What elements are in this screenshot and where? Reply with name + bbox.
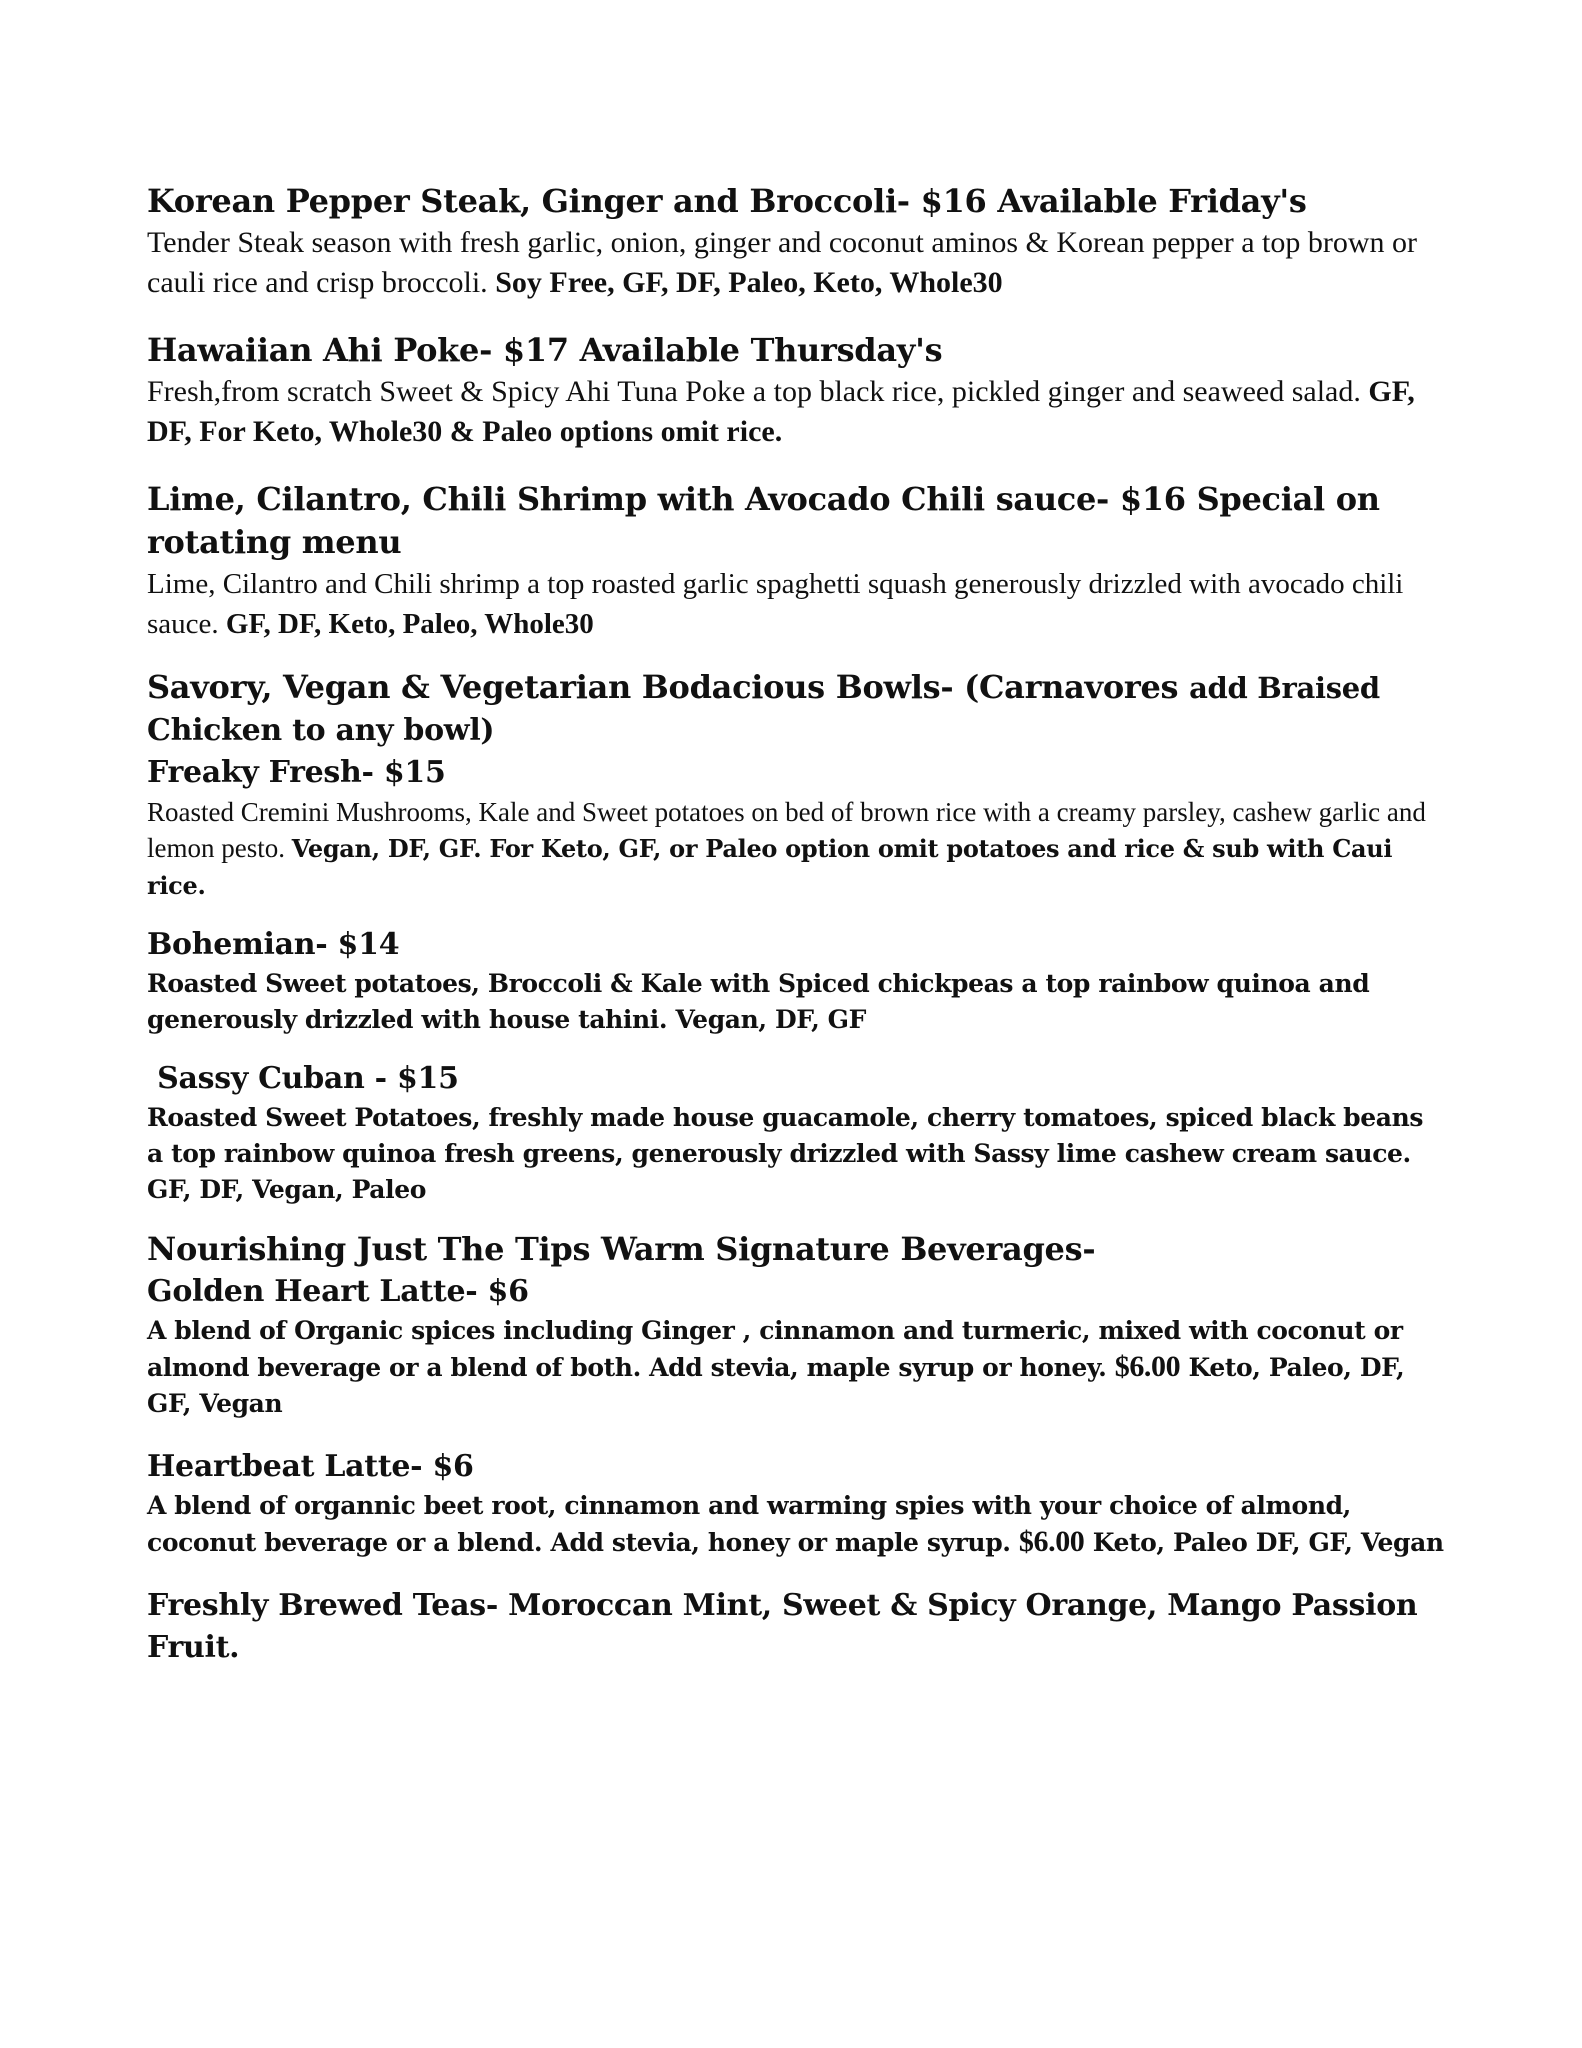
item-title: Sassy Cuban - $15 [147, 1061, 459, 1096]
beverages-section [147, 1228, 1447, 1669]
item-title: Lime, Cilantro, Chili Shrimp with Avocado Chili sauce- $16 Special on rotating menu [147, 480, 1380, 561]
menu-item-chili-shrimp [147, 478, 1447, 644]
description-text: Roasted Cremini Mushrooms, Kale and Sweet potatoes on bed of brown rice with a creamy parsley, cashew garlic and lemon pesto. [147, 797, 1426, 863]
bowls-heading-main: Savory, Vegan & Vegetarian Bodacious Bowls- (Carnavores [147, 668, 1190, 706]
menu-item-golden-heart-latte [147, 1271, 1447, 1422]
bowls-section [147, 666, 1447, 1208]
item-title: Freaky Fresh- $15 [147, 755, 446, 790]
item-description [147, 372, 1447, 452]
bowls-heading [147, 666, 1447, 710]
item-title: Korean Pepper Steak, Ginger and Broccoli- $16 Available Friday's [147, 182, 1307, 220]
teas-line: Freshly Brewed Teas- Moroccan Mint, Sweet & Spicy Orange, Mango Passion Fruit. [147, 1588, 1418, 1665]
menu-item-heartbeat-latte [147, 1446, 1447, 1561]
bowls-heading-continued: Chicken to any bowl) [147, 713, 495, 748]
beverages-heading: Nourishing Just The Tips Warm Signature Beverages- [147, 1230, 1096, 1268]
dietary-tags: GF, DF, For Keto, Whole30 & Paleo options omit rice. [147, 375, 1415, 448]
item-title: Bohemian- $14 [147, 927, 400, 962]
dietary-tags: Keto, Paleo, DF, GF, Vegan [147, 1353, 1405, 1418]
description-text: Fresh,from scratch Sweet & Spicy Ahi Tuna Poke a top black rice, pickled ginger and seaweed salad. [147, 375, 1369, 408]
dietary-tags: GF, DF, Keto, Paleo, Whole30 [225, 608, 594, 640]
menu-item-korean-pepper-steak [147, 180, 1447, 303]
bowls-heading-small: add Braised [1189, 671, 1380, 705]
item-title: Golden Heart Latte- $6 [147, 1274, 529, 1309]
menu-item-hawaiian-ahi-poke [147, 329, 1447, 452]
dietary-tags: Vegan, DF, GF. For Keto, GF, or Paleo option omit potatoes and rice & sub with Caui rice. [147, 834, 1393, 900]
dietary-tags: Keto, Paleo DF, GF, Vegan [1084, 1528, 1444, 1557]
item-description [147, 1488, 1447, 1561]
description-text: Lime, Cilantro and Chili shrimp a top roasted garlic spaghetti squash generously drizzled with avocado chili sauce. [147, 568, 1404, 640]
item-description [147, 223, 1447, 303]
item-price: $6.00 [1018, 1525, 1085, 1558]
item-description: Roasted Sweet potatoes, Broccoli & Kale with Spiced chickpeas a top rainbow quinoa and generously drizzled with house tahini. Vegan, DF, GF [147, 969, 1370, 1034]
item-description [147, 1313, 1447, 1422]
dietary-tags: Soy Free, GF, DF, Paleo, Keto, Whole30 [495, 266, 1003, 299]
item-description [147, 794, 1447, 904]
item-price: $6.00 [1114, 1350, 1181, 1383]
menu-item-freaky-fresh [147, 752, 1447, 904]
menu-item-bohemian [147, 924, 1447, 1038]
description-text: A blend of organnic beet root, cinnamon and warming spies with your choice of almond, coconut beverage or a blend. Add stevia, honey or maple syrup. [147, 1491, 1351, 1557]
menu-page [147, 180, 1447, 1669]
item-description: Roasted Sweet Potatoes, freshly made house guacamole, cherry tomatoes, spiced black beans a top rainbow quinoa fresh greens, generously drizzled with Sassy lime cashew cream sauce. GF, DF, Vegan, Paleo [147, 1103, 1424, 1204]
menu-item-sassy-cuban [147, 1058, 1447, 1208]
item-title: Hawaiian Ahi Poke- $17 Available Thursday's [147, 331, 943, 369]
item-title: Heartbeat Latte- $6 [147, 1449, 474, 1484]
item-description [147, 564, 1447, 644]
description-text: Tender Steak season with fresh garlic, onion, ginger and coconut aminos & Korean pepper a top brown or cauli rice and crisp broccoli. [147, 226, 1418, 299]
description-text: A blend of Organic spices including Ginger , cinnamon and turmeric, mixed with coconut or almond beverage or a blend of both. Add stevia, maple syrup or honey. [147, 1316, 1403, 1382]
